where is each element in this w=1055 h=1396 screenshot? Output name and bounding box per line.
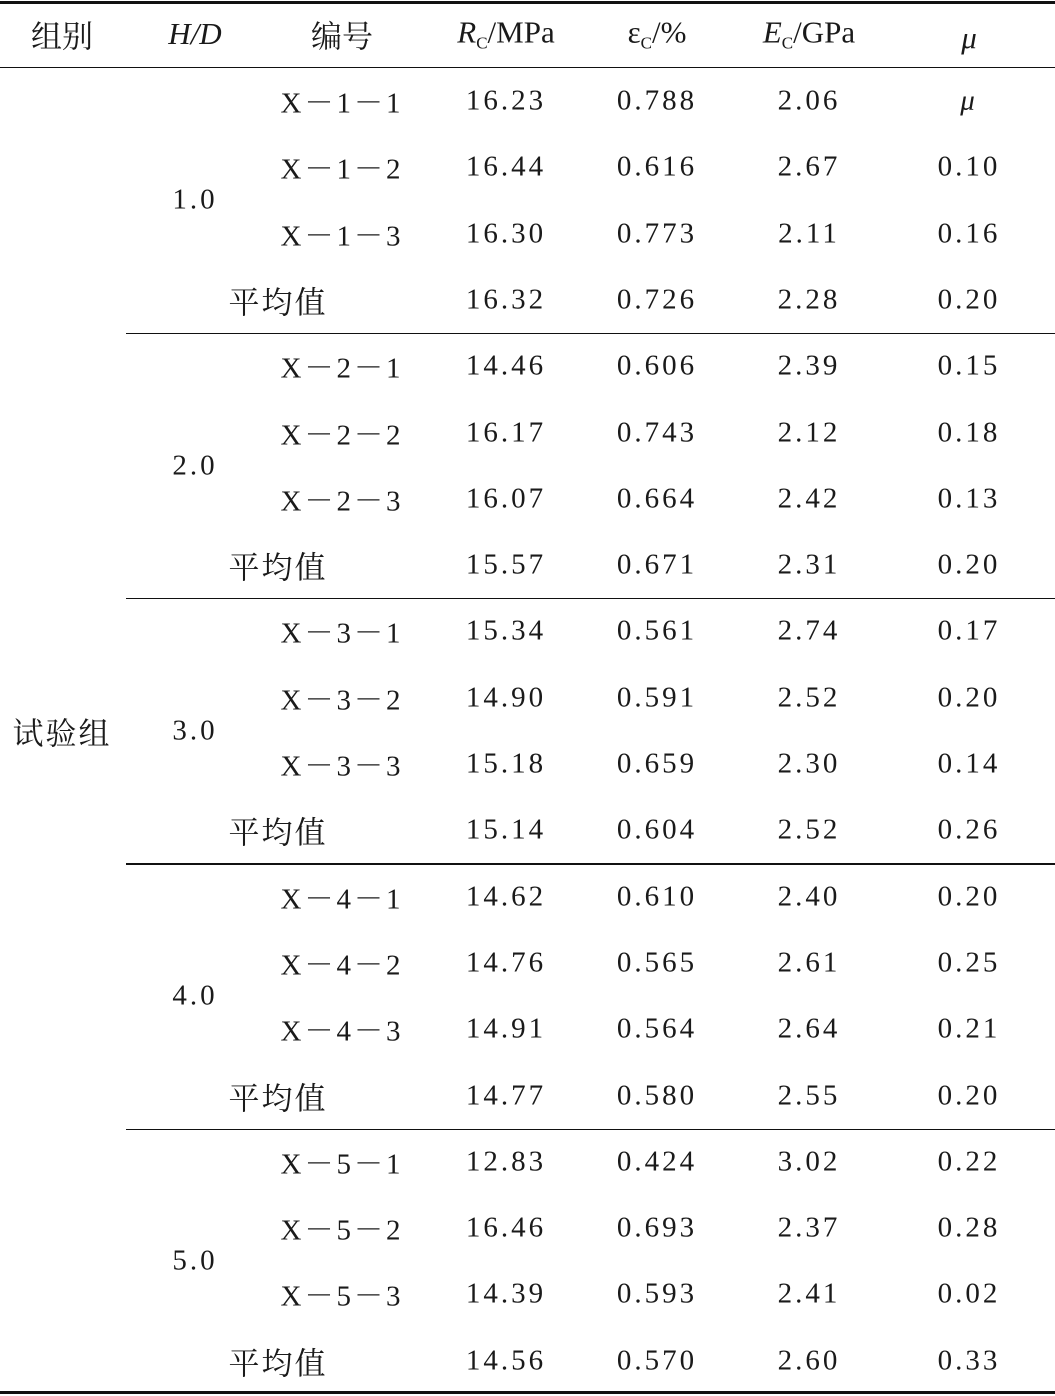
cell-ec: 0.580 [616,1079,698,1111]
group-separator-rule [126,598,1055,599]
cell-rc: 15.34 [465,614,547,647]
cell-rc: 14.62 [465,880,547,913]
cell-Ec: 2.28 [777,283,841,316]
cell-mu: 0.20 [937,283,1001,316]
header-ec-unit: /% [651,14,687,50]
specimen-id: X－5－1 [280,1148,404,1181]
cell-rc: 14.46 [465,349,547,382]
cell-ec: 0.616 [616,150,698,183]
cell-ec: 0.424 [616,1145,698,1178]
cell-mu: 0.15 [937,349,1001,382]
cell-ec: 0.570 [616,1344,698,1377]
cell-mu: 0.14 [937,747,1001,780]
cell-ec: 0.726 [616,283,698,316]
header-ec [628,15,687,54]
cell-rc: 15.57 [465,548,547,581]
header-Ec-unit: /GPa [793,14,856,50]
cell-rc: 16.17 [465,416,547,448]
group-separator-rule [126,863,1055,865]
cell-ec: 0.659 [616,747,698,780]
specimen-id: X－5－2 [280,1214,404,1247]
cell-mu: 0.13 [937,482,1001,515]
cell-ec: 0.564 [616,1012,698,1045]
cell-ec: 0.693 [616,1211,698,1244]
cell-rc: 15.14 [465,813,547,846]
cell-rc: 12.83 [465,1145,547,1178]
cell-rc: 14.77 [465,1079,547,1111]
cell-mu: 0.25 [937,946,1001,979]
cell-Ec: 2.30 [777,747,841,780]
header-rc-symbol: R [457,14,477,50]
cell-Ec: 2.64 [777,1012,841,1045]
cell-Ec: 3.02 [777,1145,841,1178]
cell-Ec: 2.61 [777,946,841,979]
cell-mu: 0.20 [937,1079,1001,1111]
header-rc [457,15,554,54]
cell-mu: 0.20 [937,681,1001,714]
cell-rc: 16.44 [465,150,547,183]
cell-mu: 0.21 [937,1012,1001,1045]
cell-rc: 14.76 [465,946,547,979]
header-ec-subscript: C [640,33,652,53]
specimen-id: X－1－2 [280,153,404,186]
cell-mu: 0.22 [937,1145,1001,1178]
cell-mu: 0.18 [937,416,1001,448]
group-label: 试验组 [12,716,112,752]
average-label: 平均值 [228,550,328,586]
cell-mu: 0.02 [937,1277,1001,1310]
cell-ec: 0.773 [616,217,698,250]
cell-Ec: 2.67 [777,150,841,183]
header-ec-symbol: ε [627,14,641,50]
header-hd: H/D [168,16,222,51]
cell-Ec: 2.41 [777,1277,841,1310]
cell-Ec: 2.52 [777,813,841,846]
header-id: 编号 [311,19,373,55]
cell-rc: 16.23 [465,84,547,117]
cell-rc: 16.07 [465,482,547,515]
cell-ec: 0.606 [616,349,698,382]
cell-ec: 0.591 [616,681,698,714]
hd-value: 4.0 [172,979,218,1012]
specimen-id: X－1－3 [280,220,404,253]
cell-rc: 16.46 [465,1211,547,1244]
cell-ec: 0.604 [616,813,698,846]
cell-rc: 16.32 [465,283,547,316]
header-Ec-subscript: C [781,33,794,53]
header-mu: μ [961,20,977,55]
average-label: 平均值 [228,815,328,851]
header-group: 组别 [31,19,93,55]
cell-Ec: 2.06 [777,84,841,117]
specimen-id: X－4－3 [280,1015,404,1048]
specimen-id: X－3－1 [280,617,404,650]
top-rule [0,1,1055,4]
cell-Ec: 2.55 [777,1079,841,1111]
header-rc-unit: /MPa [487,14,555,50]
cell-mu: 0.17 [937,614,1001,647]
specimen-id: X－4－1 [280,883,404,916]
cell-rc: 14.90 [465,681,547,714]
header-Ec [763,15,855,54]
cell-Ec: 2.31 [777,548,841,581]
cell-ec: 0.565 [616,946,698,979]
cell-ec: 0.561 [616,614,698,647]
hd-value: 5.0 [172,1244,218,1277]
cell-Ec: 2.12 [777,416,841,448]
cell-ec: 0.610 [616,880,698,913]
cell-rc: 14.56 [465,1344,547,1377]
cell-ec: 0.743 [616,416,698,448]
specimen-id: X－1－1 [280,87,404,120]
cell-Ec: 2.39 [777,349,841,382]
cell-ec: 0.788 [616,84,698,117]
average-label: 平均值 [228,1346,328,1382]
specimen-id: X－4－2 [280,949,404,982]
specimen-id: X－2－2 [280,419,404,451]
cell-mu: 0.28 [937,1211,1001,1244]
header-rule [0,67,1055,68]
hd-value: 1.0 [172,183,218,216]
group-separator-rule [126,1129,1055,1130]
cell-mu: 0.20 [937,548,1001,581]
average-label: 平均值 [228,1081,328,1116]
bottom-rule [0,1391,1055,1394]
cell-mu: 0.16 [937,217,1001,250]
cell-rc: 14.91 [465,1012,547,1045]
specimen-id: X－3－2 [280,684,404,717]
cell-rc: 16.30 [465,217,547,250]
specimen-id: X－5－3 [280,1280,404,1313]
cell-Ec: 2.60 [777,1344,841,1377]
hd-value: 3.0 [172,714,218,747]
header-Ec-symbol: E [762,14,782,50]
average-label: 平均值 [228,285,328,321]
cell-ec: 0.664 [616,482,698,515]
cell-Ec: 2.42 [777,482,841,515]
specimen-id: X－3－3 [280,750,404,783]
cell-mu: 0.10 [937,150,1001,183]
cell-mu: 0.33 [937,1344,1001,1377]
specimen-id: X－2－1 [280,352,404,385]
cell-Ec: 2.40 [777,880,841,913]
hd-value: 2.0 [172,449,218,482]
cell-rc: 15.18 [465,747,547,780]
cell-Ec: 2.11 [778,217,840,250]
cell-Ec: 2.37 [777,1211,841,1244]
cell-ec: 0.671 [616,548,698,581]
cell-mu: 0.26 [937,813,1001,846]
cell-ec: 0.593 [616,1277,698,1310]
header-rc-subscript: C [476,33,488,53]
cell-mu: μ [960,84,978,117]
cell-Ec: 2.52 [777,681,841,714]
cell-Ec: 2.74 [777,614,841,647]
cell-rc: 14.39 [465,1277,547,1310]
specimen-id: X－2－3 [280,485,404,518]
group-separator-rule [126,333,1055,334]
cell-mu: 0.20 [937,880,1001,913]
